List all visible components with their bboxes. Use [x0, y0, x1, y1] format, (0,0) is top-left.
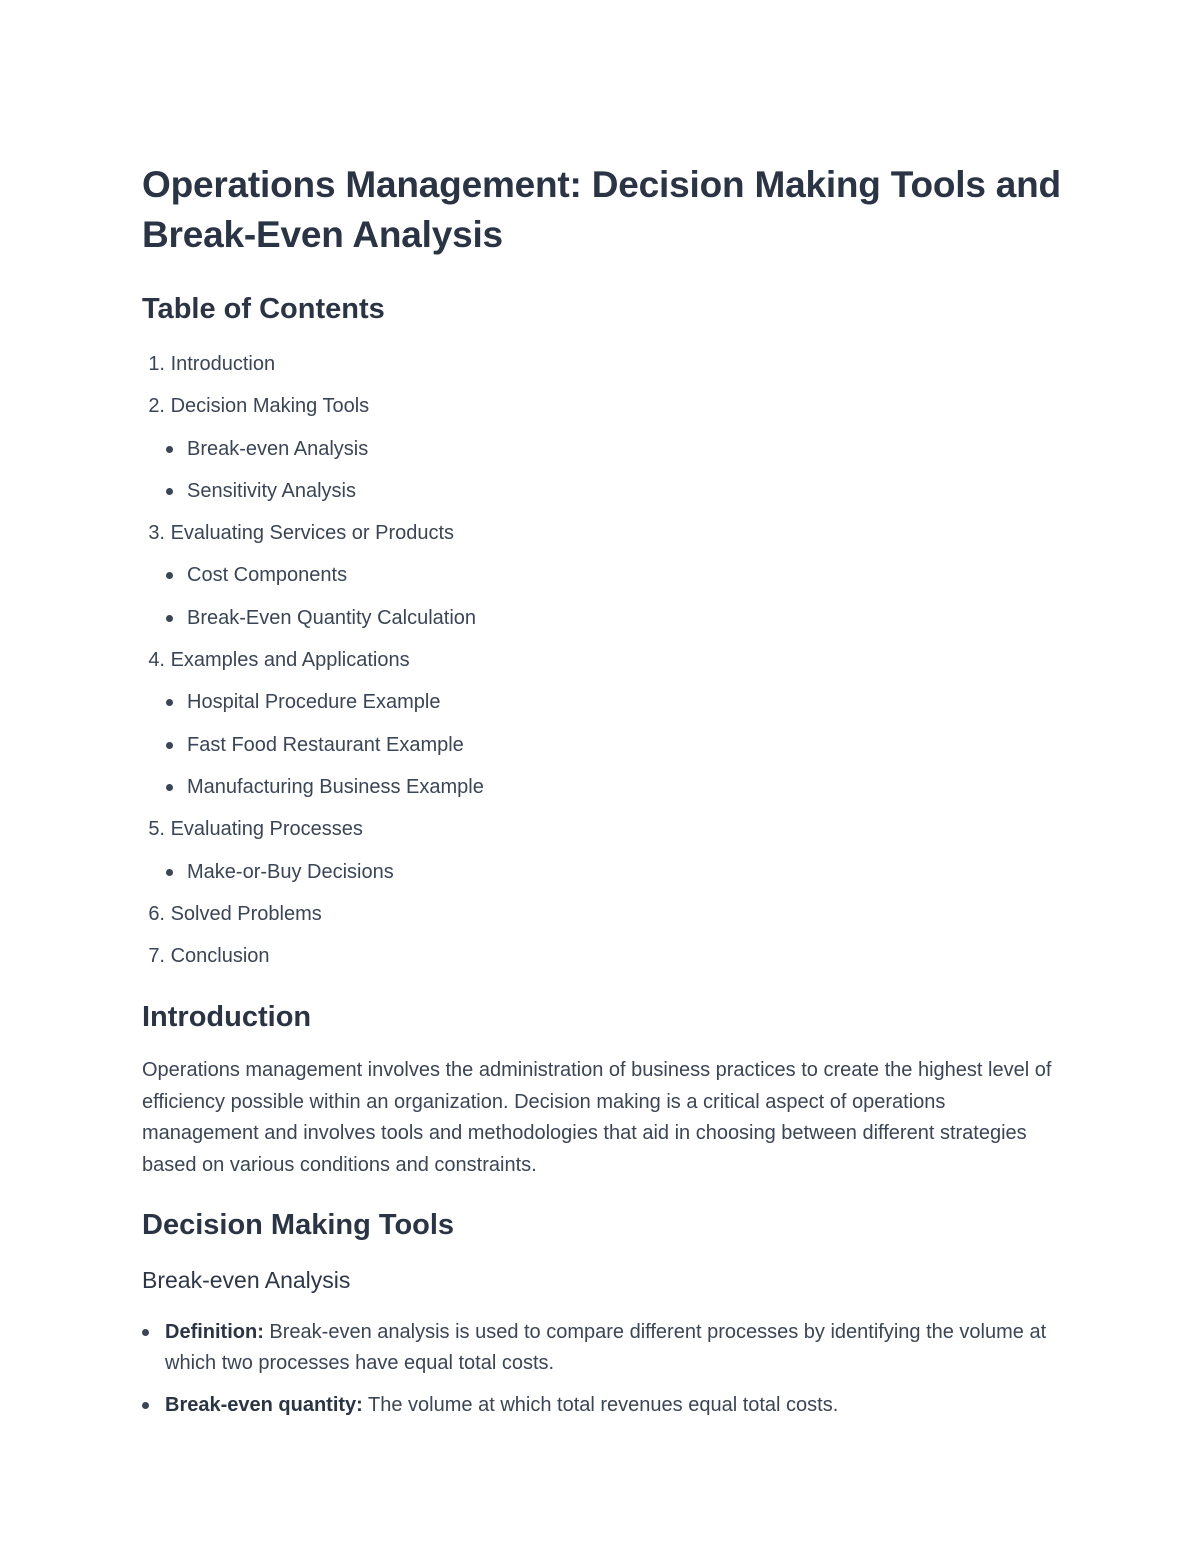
toc-subitem-label: Sensitivity Analysis [187, 479, 356, 502]
list-item [142, 1390, 1057, 1421]
toc-item-label: Evaluating Processes [170, 818, 363, 841]
definition-body: The volume at which total revenues equal total costs. [362, 1394, 839, 1417]
document-page [142, 160, 1062, 1432]
bullet-icon [142, 1402, 149, 1409]
toc-item-label: Solved Problems [170, 902, 322, 925]
toc-item-label: Evaluating Services or Products [170, 522, 455, 545]
toc-subitem-label: Fast Food Restaurant Example [187, 733, 464, 756]
bullet-icon [166, 742, 173, 749]
toc-subitem-label: Make-or-Buy Decisions [187, 860, 394, 883]
definition-text [165, 1390, 838, 1421]
bullet-icon [166, 699, 173, 706]
toc-subitem[interactable] [142, 774, 1062, 816]
toc-item-number: 3. [148, 522, 165, 545]
toc-item-label: Decision Making Tools [170, 395, 370, 418]
toc-subitem-label: Cost Components [187, 564, 348, 587]
toc-item[interactable] [142, 647, 1062, 689]
bullet-icon [166, 615, 173, 622]
toc-item[interactable] [142, 901, 1062, 943]
bullet-icon [166, 572, 173, 579]
definition-text [165, 1317, 1057, 1379]
document-title: Operations Management: Decision Making Tools and Break-Even Analysis [142, 164, 1061, 255]
toc-subitem[interactable] [142, 478, 1062, 520]
toc-subitem[interactable] [142, 436, 1062, 478]
toc-item[interactable] [142, 943, 1062, 985]
toc-item-number: 6. [148, 902, 165, 925]
toc-subitem[interactable] [142, 732, 1062, 774]
toc-subitem[interactable] [142, 689, 1062, 731]
toc-subitem-label: Break-Even Quantity Calculation [187, 606, 477, 629]
bullet-icon [166, 488, 173, 495]
toc-item-number: 7. [148, 945, 165, 968]
list-item [142, 1317, 1057, 1379]
bullet-icon [166, 784, 173, 791]
toc-item-number: 4. [148, 649, 165, 672]
toc-heading: Table of Contents [142, 293, 385, 325]
toc-subitem-label: Manufacturing Business Example [187, 775, 484, 798]
toc-item-label: Introduction [170, 353, 276, 375]
toc-item[interactable] [142, 520, 1062, 562]
bullet-icon [166, 869, 173, 876]
introduction-heading: Introduction [142, 1001, 312, 1034]
toc-item[interactable] [142, 351, 1062, 393]
toc-subitem[interactable] [142, 859, 1062, 901]
table-of-contents [142, 351, 1062, 985]
toc-item-number: 1. [148, 353, 165, 375]
bullet-icon [142, 1329, 149, 1336]
decision-tools-heading: Decision Making Tools [142, 1209, 455, 1242]
toc-subitem-label: Break-even Analysis [187, 437, 369, 460]
toc-subitem[interactable] [142, 605, 1062, 647]
toc-item[interactable] [142, 393, 1062, 435]
definition-term: Break-even quantity: [165, 1394, 363, 1417]
toc-subitem[interactable] [142, 562, 1062, 604]
toc-item-number: 5. [148, 818, 165, 841]
toc-item[interactable] [142, 816, 1062, 858]
introduction-paragraph: Operations management involves the administration of business practices to create the highest level of efficiency possible within an organization. Decision making is a critical aspect of operations management and involves tools and methodologies that aid in choosing between different strategies based on various conditions and constraints. [142, 1059, 1052, 1176]
definition-body: Break-even analysis is used to compare different processes by identifying the volume at which two processes have equal total costs. [165, 1321, 1047, 1375]
toc-item-label: Examples and Applications [170, 649, 410, 672]
bullet-icon [166, 446, 173, 453]
toc-item-number: 2. [148, 395, 165, 418]
break-even-analysis-heading: Break-even Analysis [142, 1267, 351, 1294]
toc-subitem-label: Hospital Procedure Example [187, 691, 441, 714]
definition-term: Definition: [165, 1321, 264, 1344]
definition-list [142, 1317, 1062, 1421]
toc-item-label: Conclusion [170, 945, 270, 968]
